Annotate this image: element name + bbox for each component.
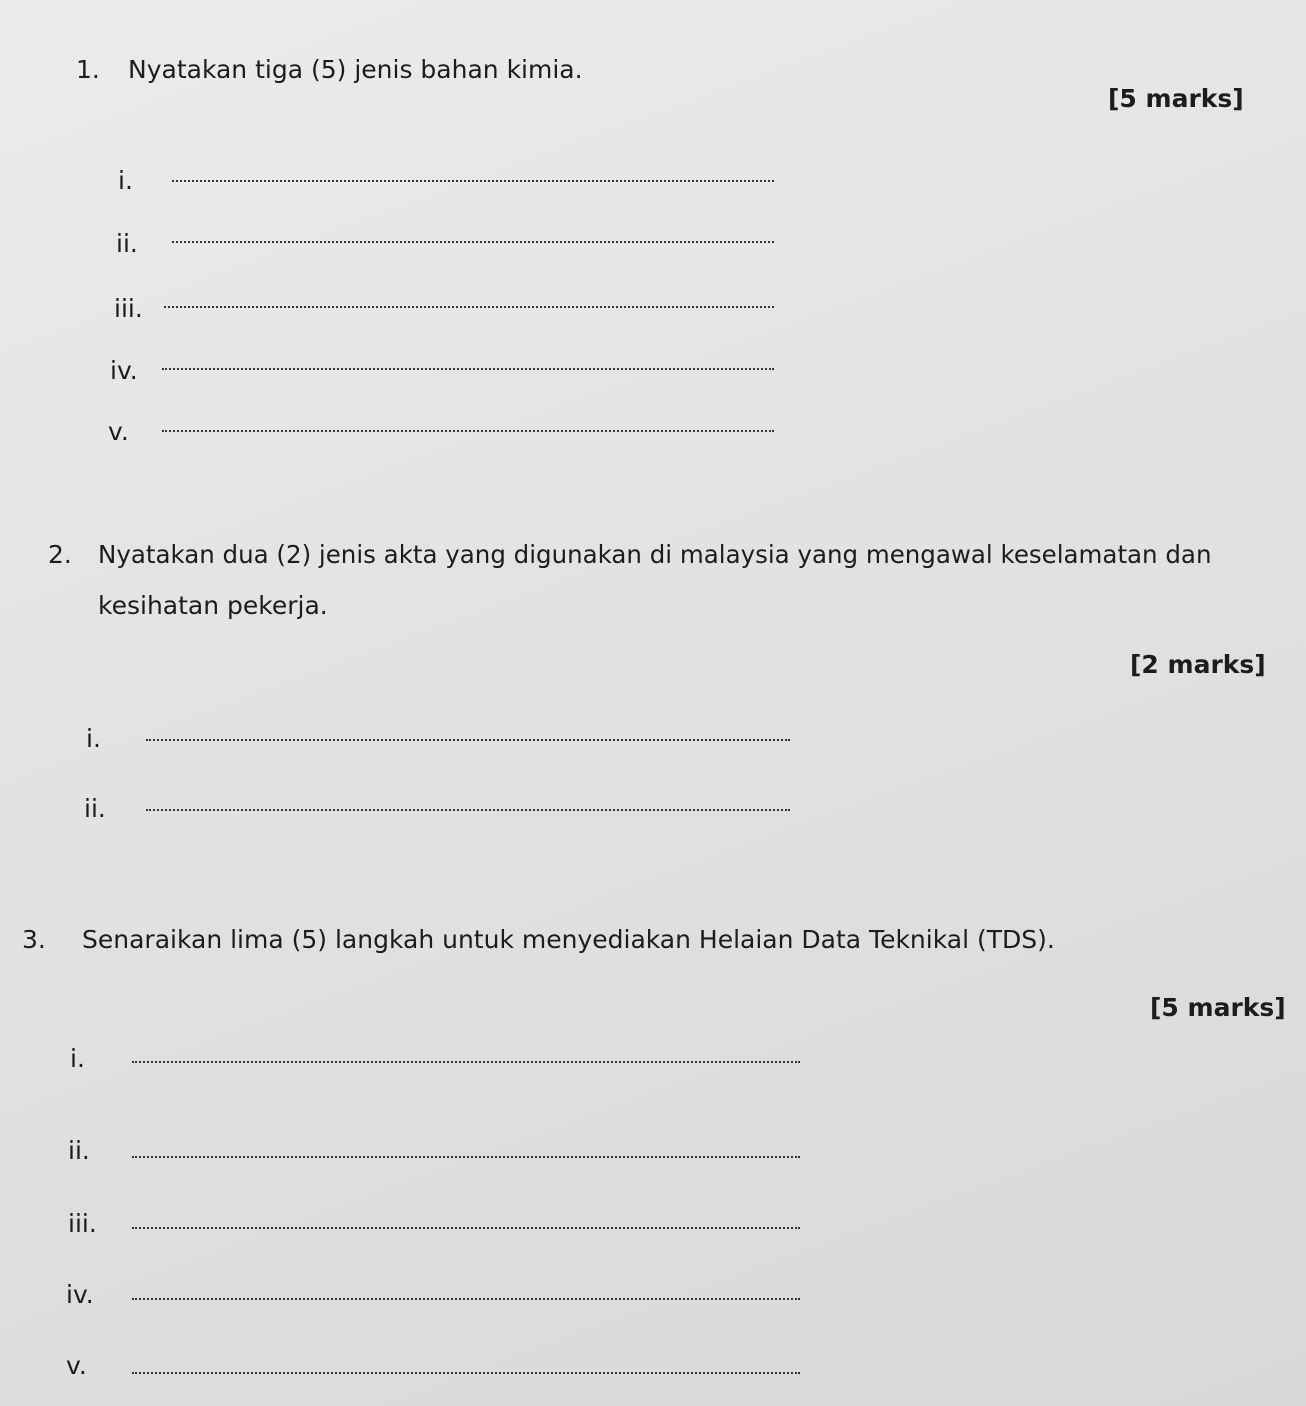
question-2-text-line2: kesihatan pekerja. <box>98 591 328 620</box>
q3-answer-line[interactable] <box>132 1298 800 1300</box>
q2-answer-line[interactable] <box>146 809 790 811</box>
q3-answer-line[interactable] <box>132 1061 800 1063</box>
question-2-number: 2. <box>48 540 72 569</box>
q1-item-numeral: ii. <box>116 229 138 258</box>
q2-item-numeral: ii. <box>84 794 106 823</box>
q2-answer-line[interactable] <box>146 739 790 741</box>
q3-item-numeral: i. <box>70 1044 85 1073</box>
q1-answer-line[interactable] <box>162 368 774 370</box>
q1-item-numeral: i. <box>118 166 133 195</box>
question-3-text: Senaraikan lima (5) langkah untuk menyediakan Helaian Data Teknikal (TDS). <box>82 925 1055 954</box>
q3-item-numeral: iv. <box>66 1280 94 1309</box>
q1-answer-line[interactable] <box>164 306 774 308</box>
q2-item-numeral: i. <box>86 724 101 753</box>
q3-item-numeral: v. <box>66 1351 87 1380</box>
q3-answer-line[interactable] <box>132 1227 800 1229</box>
q3-answer-line[interactable] <box>132 1372 800 1374</box>
question-1-text: Nyatakan tiga (5) jenis bahan kimia. <box>128 55 583 84</box>
question-3-marks: [5 marks] <box>1150 993 1286 1022</box>
q1-answer-line[interactable] <box>162 430 774 432</box>
question-3-number: 3. <box>22 925 46 954</box>
q3-item-numeral: ii. <box>68 1136 90 1165</box>
question-1-marks: [5 marks] <box>1108 84 1244 113</box>
q1-item-numeral: iii. <box>114 294 143 323</box>
q3-answer-line[interactable] <box>132 1156 800 1158</box>
q1-item-numeral: iv. <box>110 356 138 385</box>
q3-item-numeral: iii. <box>68 1209 97 1238</box>
q1-answer-line[interactable] <box>172 180 774 182</box>
question-1-number: 1. <box>76 55 100 84</box>
q1-answer-line[interactable] <box>172 241 774 243</box>
question-2-text-line1: Nyatakan dua (2) jenis akta yang digunakan di malaysia yang mengawal keselamatan dan <box>98 540 1212 569</box>
q1-item-numeral: v. <box>108 417 129 446</box>
question-2-marks: [2 marks] <box>1130 650 1266 679</box>
